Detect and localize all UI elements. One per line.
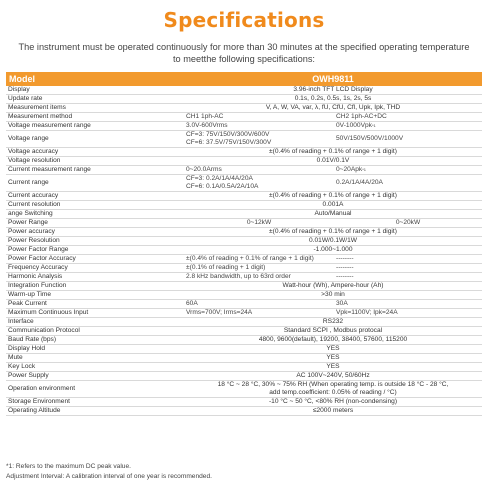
spec-value: YES [326,345,340,352]
footnote-calibration: Adjustment Interval: A calibration interval of one year is recommended. [6,472,212,480]
spec-value-ch1: 0~12kW [246,219,272,226]
table-row [6,237,482,246]
spec-value-line: add temp.coefficient: 0.05% of reading / °C) [269,389,397,396]
table-row [6,300,482,309]
spec-label: Voltage accuracy [8,148,59,155]
table-row [6,210,482,219]
spec-value: -1.000~1.000 [313,246,353,253]
spec-value-line: CF=3: 0.2A/1A/4A/20A [186,175,253,182]
table-row [6,148,482,157]
spec-value-text: -------- [336,273,354,280]
spec-value-text: 0~20Apk [336,166,363,173]
spec-value: 0.001A [322,201,344,208]
spec-value-ch2 [334,175,482,192]
spec-value-ch2 [334,122,482,131]
spec-label: Power Supply [8,372,49,379]
table-row [6,363,482,372]
spec-value-ch2 [334,309,482,318]
spec-value: ±(0.4% of reading + 0.1% of range + 1 digit) [269,192,397,199]
spec-label: Operation environment [8,385,76,392]
spec-label: Measurement items [8,104,66,111]
spec-value-ch2 [334,255,482,264]
spec-label: Current accuracy [8,192,59,199]
spec-value-ch2 [334,300,482,309]
spec-value-ch1: 2.8 kHz bandwidth, up to 63rd order [186,273,291,280]
table-row [6,246,482,255]
spec-value: ≤2000 meters [312,407,354,414]
spec-value: RS232 [322,318,344,325]
spec-label: Current resolution [8,201,61,208]
header-model-value: OWH9811 [184,72,482,86]
table-row [6,201,482,210]
spec-value-ch2 [334,264,482,273]
footnotes [6,462,482,481]
footnote-marker: *1 [362,167,366,172]
table-row [6,309,482,318]
spec-value: 0.01V/0.1V [316,157,350,164]
spec-label: Power accuracy [8,228,55,235]
intro-text: The instrument must be operated continuously for more than 30 minutes at the specified operating temperature to meetthe following specifications: [18,42,470,64]
spec-label: Power Range [8,219,48,226]
spec-label: Mute [8,354,23,361]
spec-label: Update rate [8,95,43,102]
spec-label: Power Factor Range [8,246,69,253]
spec-value-text: -------- [336,255,354,262]
table-row [6,291,482,300]
table-row [6,407,482,416]
spec-value: 3.96-inch TFT LCD Display [293,86,373,93]
spec-value: Watt-hour (Wh), Ampere-hour (Ah) [282,282,384,289]
spec-label: Measurement method [8,113,73,120]
spec-value-ch1: 3.0V-600Vrms [186,122,228,129]
spec-value-ch1: CH1 1ph-AC [186,113,224,120]
spec-value-ch2 [334,219,482,228]
spec-value: ±(0.4% of reading + 0.1% of range + 1 digit) [269,148,397,155]
spec-value: Auto/Manual [314,210,352,217]
page-title: Specifications [163,8,325,32]
table-row [6,372,482,381]
table-row [6,398,482,407]
spec-label: Voltage measurement range [8,122,91,129]
table-row [6,336,482,345]
table-row [6,327,482,336]
spec-value: AC 100V~240V, 50/60Hz [296,372,370,379]
spec-label: Power Resolution [8,237,60,244]
spec-value-text: 0.2A/1A/4A/20A [336,179,383,186]
table-row [6,273,482,282]
spec-value-ch2 [334,131,482,148]
spec-value-text: -------- [336,264,354,271]
spec-label: Current measurement range [8,166,91,173]
spec-value: ±(0.4% of reading + 0.1% of range + 1 digit) [269,228,397,235]
table-row [6,122,482,131]
footnote-peak: *1: Refers to the maximum DC peak value. [6,463,131,470]
spec-label: ange Switching [8,210,53,217]
spec-label: Communication Protocol [8,327,80,334]
spec-value-text: 0~20kW [395,219,421,226]
spec-value: 0.1s, 0.2s, 0.5s, 1s, 2s, 5s [294,95,372,102]
table-row [6,255,482,264]
spec-label: Display Hold [8,345,46,352]
table-row [6,95,482,104]
footnote-marker: *1 [371,123,376,128]
spec-value-ch1: ±(0.4% of reading + 0.1% of range + 1 digit) [186,255,314,262]
table-row [6,157,482,166]
spec-value-text: CH2 1ph-AC+DC [336,113,387,120]
spec-value-ch2 [334,273,482,282]
spec-label: Current range [8,179,49,186]
spec-value-text: Vpk=1100V; Ipk=24A [336,309,398,316]
table-row [6,192,482,201]
spec-value-line: CF=3: 75V/150V/300V/600V [186,131,270,138]
table-row [6,345,482,354]
spec-label: Baud Rate (bps) [8,336,57,343]
spec-label: Voltage range [8,135,49,142]
table-row [6,228,482,237]
spec-table [6,72,482,416]
spec-label: Harmonic Analysis [8,273,63,280]
spec-value: >30 min [321,291,345,298]
spec-label: Integration Function [8,282,67,289]
table-row [6,318,482,327]
spec-label: Display [8,86,30,93]
spec-label: Warm-up Time [8,291,51,298]
table-row [6,175,482,192]
spec-label: Maximum Continuous Input [8,309,89,316]
table-header-row [6,72,482,86]
spec-value-text: 30A [336,300,348,307]
spec-value-text: 0V-1000Vpk [336,122,372,129]
spec-value-ch1: Vrms=700V; Irms=24A [186,309,253,316]
spec-value-line: CF=6: 0.1A/0.5A/2A/10A [186,183,259,190]
table-row [6,354,482,363]
spec-value: YES [326,363,340,370]
spec-value: Standard SCPI , Modbus protocal [283,327,383,334]
table-row [6,282,482,291]
spec-label: Key Lock [8,363,36,370]
spec-value: 4800, 9600(default), 19200, 38400, 57600, 115200 [258,336,408,343]
spec-value [184,381,482,398]
table-row [6,264,482,273]
spec-value-ch1 [184,175,334,192]
spec-value-ch2 [334,113,482,122]
spec-value-text: 50V/150V/500V/1000V [336,135,404,142]
spec-value: 0.01W/0.1W/1W [308,237,357,244]
spec-label: Power Factor Accuracy [8,255,76,262]
header-model-label: Model [6,72,184,86]
spec-value-ch1: 60A [186,300,198,307]
spec-value-line: 18 °C ~ 28 °C, 30% ~ 75% RH (When operating temp. is outside 18 °C - 28 °C, [217,381,449,388]
table-row [6,104,482,113]
table-row [6,381,482,398]
spec-label: Operating Altitude [8,407,61,414]
spec-label: Frequency Accuracy [8,264,68,271]
spec-value: YES [326,354,340,361]
spec-value-ch2 [334,166,482,175]
spec-value-ch1 [184,131,334,148]
spec-value-line: CF=6: 37.5V/75V/150V/300V [186,139,272,146]
table-row [6,166,482,175]
spec-value-ch1: 0~20.0Arms [186,166,222,173]
table-row [6,131,482,148]
spec-table-body [6,86,482,416]
spec-value: -10 °C ~ 50 °C, <80% RH (non-condensing) [268,398,398,405]
spec-label: Interface [8,318,34,325]
spec-value-ch1: ±(0.1% of reading + 1 digit) [186,264,266,271]
spec-label: Voltage resolution [8,157,61,164]
table-row [6,219,482,228]
spec-label: Storage Environment [8,398,70,405]
table-row [6,86,482,95]
spec-label: Peak Current [8,300,47,307]
table-row [6,113,482,122]
spec-value: V, A, W, VA, var, λ, fU, CfU, Cfl, Upk, Ipk, THD [265,104,401,111]
